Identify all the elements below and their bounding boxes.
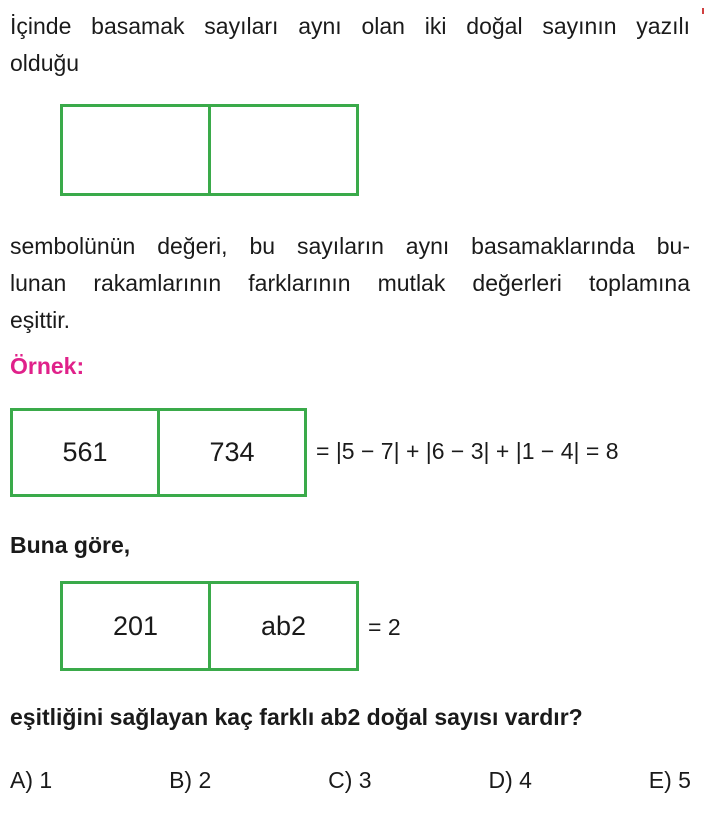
example-label: Örnek:	[10, 353, 85, 379]
answer-options	[10, 767, 691, 794]
symbol-left-cell	[63, 107, 208, 193]
problem-lead: Buna göre,	[10, 532, 131, 558]
problem-right-number: ab2	[208, 584, 356, 668]
intro-text	[10, 8, 690, 82]
empty-symbol-box	[60, 104, 359, 196]
symbol-right-cell	[208, 107, 356, 193]
option-e[interactable]: E) 5	[648, 767, 691, 793]
problem-equation: = 2	[368, 614, 401, 640]
example-left-number: 561	[62, 437, 108, 467]
problem-symbol-box	[60, 581, 359, 671]
option-b[interactable]: B) 2	[169, 767, 212, 793]
definition-text	[10, 228, 690, 339]
example-symbol-box	[10, 408, 307, 497]
option-a[interactable]: A) 1	[10, 767, 53, 793]
problem-left-number: 201	[112, 610, 159, 641]
definition-line-2: lunan rakamlarının farklarının mutlak değerleri toplamına	[10, 270, 690, 296]
intro-line-1: İçinde basamak sayıları aynı olan iki doğal sayının yazılı	[10, 13, 690, 39]
example-equation: = |5 − 7| + |6 − 3| + |1 − 4| = 8	[316, 438, 619, 464]
option-c[interactable]: C) 3	[328, 767, 372, 793]
intro-line-2: olduğu	[10, 50, 80, 76]
definition-line-1: sembolünün değeri, bu sayıların aynı basamaklarında bu-	[10, 233, 690, 259]
example-right-number: 734	[157, 411, 304, 494]
question-text: eşitliğini sağlayan kaç farklı ab2 doğal sayısı vardır?	[10, 704, 583, 730]
option-d[interactable]: D) 4	[488, 767, 532, 793]
definition-line-3: eşittir.	[10, 307, 71, 333]
